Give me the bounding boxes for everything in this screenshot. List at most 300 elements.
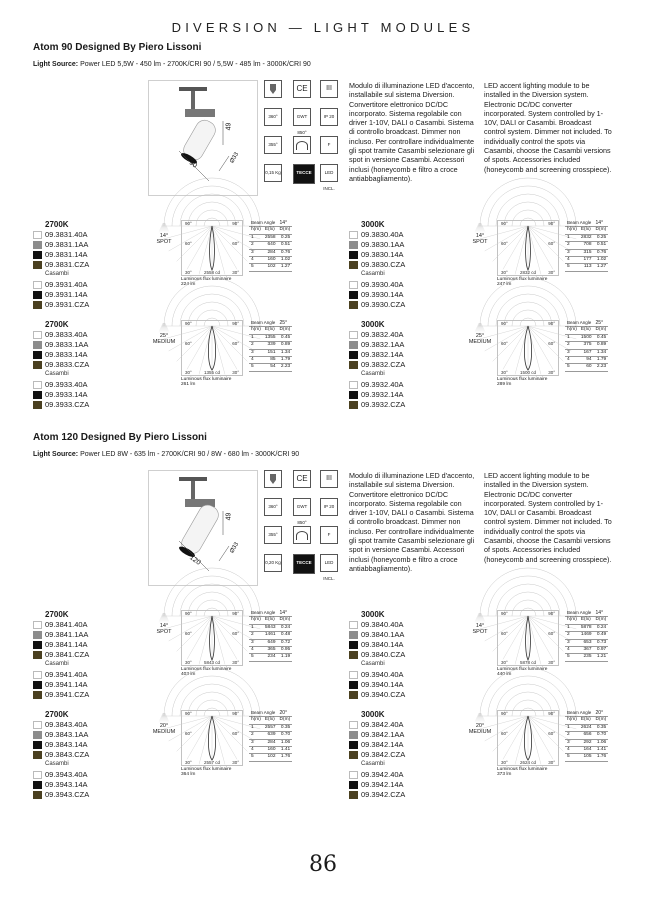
dim-c: Ø33 xyxy=(229,151,241,165)
angle-label: 60° xyxy=(548,631,555,637)
color-temperature: 2700K xyxy=(45,320,69,329)
polar-spoke xyxy=(528,616,553,659)
angle-label: 90° xyxy=(548,711,555,716)
table-cell: 5 xyxy=(565,264,579,271)
finish-swatch xyxy=(33,391,42,399)
table-cell: 1.76 xyxy=(278,754,293,761)
table-row xyxy=(565,264,608,271)
table-header-row xyxy=(249,220,292,227)
table-row xyxy=(565,654,608,661)
table-cell: 339 xyxy=(263,342,278,349)
angle-label: 60° xyxy=(185,341,192,347)
table-cell: 3 xyxy=(249,249,263,256)
table-cell: 5 xyxy=(565,654,579,661)
luminous-flux-label: Luminous flux luminaire xyxy=(497,667,548,672)
casambi-label: Casambi xyxy=(45,661,69,667)
table-cell: 1 xyxy=(565,234,579,241)
product-code: 09.3833.1AA xyxy=(45,339,89,349)
table-header-row xyxy=(565,610,608,617)
table-cell: 708 xyxy=(579,242,594,249)
polar-spoke xyxy=(212,716,247,751)
finish-swatch xyxy=(349,741,358,749)
product-group xyxy=(33,220,303,315)
casambi-code: 09.3940.14A xyxy=(361,679,404,689)
finish-swatch xyxy=(33,331,42,339)
table-row xyxy=(249,349,292,356)
beam-angle-value: 20° xyxy=(278,710,293,717)
photometric-table xyxy=(565,710,608,762)
casambi-code: 09.3941.CZA xyxy=(45,689,90,699)
unit-label: E(lx) xyxy=(579,617,594,624)
casambi-code: 09.3930.14A xyxy=(361,289,404,299)
candela-value: 1500 cd xyxy=(519,370,537,375)
finish-swatch xyxy=(33,621,42,629)
beam-angle-value: 25° xyxy=(594,320,609,327)
table-cell: 4 xyxy=(565,647,579,654)
casambi-code: 09.3933.CZA xyxy=(45,399,90,409)
beam-angle-value: 14° xyxy=(278,610,293,617)
finish-swatch xyxy=(349,791,358,799)
casambi-code: 09.3940.40A xyxy=(361,670,404,679)
color-temperature: 3000K xyxy=(361,320,385,329)
table-cell: 105 xyxy=(579,754,594,761)
finish-swatch xyxy=(349,331,358,339)
luminous-flux-value: 289 lm xyxy=(497,382,512,387)
angle-label: 60° xyxy=(548,731,555,737)
finish-swatch xyxy=(349,631,358,639)
product-code: 09.3841.1AA xyxy=(45,629,89,639)
polar-spoke xyxy=(503,616,528,659)
photometric-table xyxy=(249,610,292,662)
finish-swatch xyxy=(33,721,42,729)
polar-spoke xyxy=(187,226,212,269)
product-code: 09.3842.40A xyxy=(361,720,404,729)
table-cell: 2 xyxy=(565,632,579,639)
unit-label: D(m) xyxy=(595,327,607,333)
luminous-flux-label: Luminous flux luminaire xyxy=(181,667,232,672)
polar-spoke xyxy=(199,226,212,274)
polar-spoke xyxy=(528,226,553,269)
downlight-icon xyxy=(264,80,282,98)
light-source-label: Light Source: xyxy=(33,61,79,68)
product-group xyxy=(33,710,303,805)
table-row xyxy=(249,242,292,249)
polar-spoke xyxy=(528,326,563,361)
table-units-row xyxy=(249,227,292,234)
finish-swatch xyxy=(33,731,42,739)
description-it: Modulo di illuminazione LED d'accento, installabile sul sistema Diversion. Convertitore elettronico DC/DC incorporato. Sistema regolabile con driver 1-10V, DALI o Casambi. Sistema di controllo broadcast. Dimmer non incluso. Per controllare individualmente gli spot tramite Casambi selezionare gli spot in versione Casambi. Accessori inclusi (honeycomb e filtro a croce antiabbagliamento). xyxy=(349,81,475,183)
table-cell: 0.89 xyxy=(594,342,609,349)
color-temperature: 2700K xyxy=(45,610,69,619)
angle-label: 60° xyxy=(501,631,508,637)
table-header-row xyxy=(565,320,608,327)
table-cell: 5 xyxy=(249,264,263,271)
polar-spoke xyxy=(528,716,563,751)
polar-diagram xyxy=(497,610,559,666)
ip-icon: IP 20 xyxy=(320,108,338,126)
table-row xyxy=(249,724,292,731)
luminous-flux-value: 224 lm xyxy=(181,282,196,287)
finish-swatch xyxy=(33,681,42,689)
color-temperature: 3000K xyxy=(361,610,385,619)
finish-swatch xyxy=(349,231,358,239)
table-row xyxy=(249,249,292,256)
luminous-flux-value: 247 lm xyxy=(497,282,512,287)
beam-angle-label: Beam Angle xyxy=(565,220,594,227)
unit-label: h(m) xyxy=(251,327,261,333)
angle-label: 90° xyxy=(232,321,239,326)
ce-icon: CE xyxy=(293,80,311,98)
polar-spoke xyxy=(515,226,528,274)
finish-swatch xyxy=(349,281,358,289)
table-row xyxy=(565,234,608,241)
beam-icon xyxy=(151,713,177,735)
angle-label: 90° xyxy=(548,611,555,616)
unit-label: E(lx) xyxy=(263,227,278,234)
table-row xyxy=(565,747,608,754)
beam-name: MEDIUM xyxy=(152,729,176,735)
table-cell: 3 xyxy=(249,349,263,356)
table-units-row xyxy=(249,717,292,724)
light-source-text: Power LED 5,5W - 450 lm - 2700K/CRI 90 / 5,5W - 485 lm - 3000K/CRI 90 xyxy=(80,61,311,68)
table-cell: 1469 xyxy=(580,632,592,638)
ce-icon: CE xyxy=(293,470,311,488)
finish-swatch xyxy=(33,251,42,259)
table-cell: 0.72 xyxy=(278,639,293,646)
angle-label: 60° xyxy=(185,731,192,737)
f-icon: F xyxy=(320,526,338,544)
class-iii-icon: III xyxy=(320,80,338,98)
polar-ring xyxy=(504,202,552,226)
table-row xyxy=(565,357,608,364)
table-cell: 0.25 xyxy=(278,234,293,241)
table-cell: 85 xyxy=(263,357,278,364)
table-cell: 167 xyxy=(579,349,594,356)
spot-body xyxy=(177,502,222,560)
table-row xyxy=(249,357,292,364)
table-cell: 1.27 xyxy=(278,264,293,271)
table-cell: 113 xyxy=(579,264,594,271)
finish-swatch xyxy=(349,291,358,299)
product-code: 09.3842.14A xyxy=(361,739,404,749)
finish-swatch xyxy=(349,401,358,409)
table-cell: 1.19 xyxy=(278,654,293,661)
table-cell: 0.89 xyxy=(278,342,293,349)
table-cell: 1.02 xyxy=(594,257,609,264)
product-code: 09.3831.1AA xyxy=(45,239,89,249)
table-cell: 0.25 xyxy=(594,234,609,241)
product-group xyxy=(349,710,619,805)
angle-label: 60° xyxy=(185,241,192,247)
table-cell: 1.02 xyxy=(278,257,293,264)
beam-degree: 14° xyxy=(475,233,485,239)
finish-swatch xyxy=(33,651,42,659)
polar-spoke xyxy=(212,226,247,261)
angle-label: 90° xyxy=(185,221,192,226)
product-code: 09.3840.CZA xyxy=(361,649,406,659)
table-cell: 0.35 xyxy=(278,724,293,731)
beam-angle-label: Beam Angle xyxy=(565,320,594,327)
luminous-flux-label: Luminous flux luminaire xyxy=(181,767,232,772)
product-code: 09.3830.CZA xyxy=(361,259,406,269)
casambi-label: Casambi xyxy=(45,371,69,377)
product-code: 09.3831.40A xyxy=(45,230,88,239)
luminous-flux-value: 364 lm xyxy=(181,772,196,777)
table-cell: 0.70 xyxy=(594,732,609,739)
dim-b: 90 xyxy=(187,159,199,170)
beam-icon xyxy=(467,223,493,245)
table-cell: 160 xyxy=(263,747,278,754)
finish-swatch xyxy=(349,251,358,259)
product-code: 09.3831.CZA xyxy=(45,259,90,269)
table-cell: 235 xyxy=(579,654,594,661)
finish-swatch xyxy=(349,751,358,759)
table-cell: 1.34 xyxy=(594,349,609,356)
beam-angle-value: 14° xyxy=(594,220,609,227)
casambi-code: 09.3932.40A xyxy=(361,380,404,389)
section-title: Atom 120 Designed By Piero Lissoni xyxy=(33,432,207,443)
casambi-code: 09.3943.40A xyxy=(45,770,88,779)
table-cell: 0.49 xyxy=(594,632,609,639)
table-cell: 5878 xyxy=(580,624,592,630)
beam-angle-label: Beam Angle xyxy=(565,710,594,717)
table-cell: 1.34 xyxy=(278,349,293,356)
casambi-code: 09.3931.40A xyxy=(45,280,88,289)
product-group xyxy=(349,610,619,705)
beam-angle-value: 25° xyxy=(278,320,293,327)
light-source-label: Light Source: xyxy=(33,451,79,458)
table-row xyxy=(565,624,608,631)
table-row xyxy=(249,257,292,264)
polar-diagram xyxy=(181,610,243,666)
beam-icon xyxy=(151,613,177,635)
casambi-code: 09.3943.14A xyxy=(45,779,88,789)
polar-ring xyxy=(520,708,536,716)
candela-value: 5843 cd xyxy=(203,660,221,665)
unit-label: h(m) xyxy=(251,717,261,723)
beam-angle-label: Beam Angle xyxy=(249,220,278,227)
beam-angle-label: Beam Angle xyxy=(249,320,278,327)
unit-label: E(lx) xyxy=(579,717,594,724)
angle-label: 30° xyxy=(232,370,239,375)
table-cell: 1.21 xyxy=(594,654,609,661)
polar-spoke xyxy=(528,616,563,651)
table-cell: 177 xyxy=(579,257,594,264)
angle-label: 90° xyxy=(185,711,192,716)
page-header: DIVERSION — LIGHT MODULES xyxy=(171,20,475,35)
table-cell: 284 xyxy=(263,249,278,256)
table-cell: 5 xyxy=(565,754,579,761)
angle-label: 60° xyxy=(501,341,508,347)
polar-spoke xyxy=(199,616,212,664)
table-cell: 0.35 xyxy=(594,724,609,731)
table-cell: 2 xyxy=(249,632,263,639)
luminous-flux-label: Luminous flux luminaire xyxy=(181,377,232,382)
section-title: Atom 90 Designed By Piero Lissoni xyxy=(33,42,202,53)
table-row xyxy=(565,342,608,349)
unit-label: D(m) xyxy=(595,717,607,723)
angle-label: 30° xyxy=(501,660,508,665)
led-included-icon: LED INCL. xyxy=(320,164,338,182)
product-code: 09.3841.40A xyxy=(45,620,88,629)
table-row xyxy=(249,624,292,631)
table-row xyxy=(565,249,608,256)
beam-name: SPOT xyxy=(156,239,172,245)
table-cell: 1 xyxy=(249,624,263,631)
beam-angle-label: Beam Angle xyxy=(565,610,594,617)
finish-swatch xyxy=(33,641,42,649)
table-cell: 0.45 xyxy=(594,334,609,341)
product-group xyxy=(349,320,619,415)
finish-swatch xyxy=(33,631,42,639)
table-units-row xyxy=(565,717,608,724)
table-row xyxy=(249,632,292,639)
unit-label: E(lx) xyxy=(263,617,278,624)
tilt-icon: 355° xyxy=(264,136,282,154)
table-cell: 2558 xyxy=(264,234,276,240)
polar-ring xyxy=(520,608,536,616)
table-cell: 3 xyxy=(249,639,263,646)
polar-spoke xyxy=(503,226,528,269)
candela-value: 2624 cd xyxy=(519,760,537,765)
table-cell: 3 xyxy=(249,739,263,746)
unit-label: h(m) xyxy=(567,327,577,333)
photometric-table xyxy=(249,220,292,272)
table-cell: 1.79 xyxy=(594,357,609,364)
table-cell: 649 xyxy=(263,639,278,646)
angle-label: 60° xyxy=(185,631,192,637)
polar-ring xyxy=(488,576,568,616)
f-icon: F xyxy=(320,136,338,154)
led-included-icon: LED INCL. xyxy=(320,554,338,572)
beam-icon xyxy=(151,323,177,345)
table-cell: 2832 xyxy=(580,234,592,240)
arm xyxy=(185,109,215,117)
product-code: 09.3843.14A xyxy=(45,739,88,749)
product-code: 09.3840.14A xyxy=(361,639,404,649)
product-code: 09.3830.1AA xyxy=(361,239,405,249)
polar-ring xyxy=(204,708,220,716)
table-cell: 2 xyxy=(249,242,263,249)
beam-icon xyxy=(467,323,493,345)
dim-line xyxy=(219,546,229,561)
angle-label: 60° xyxy=(232,631,239,637)
table-cell: 1.41 xyxy=(594,747,609,754)
table-cell: 1 xyxy=(249,234,263,241)
beam-degree: 14° xyxy=(159,233,169,239)
angle-label: 90° xyxy=(232,611,239,616)
polar-spoke xyxy=(493,716,528,751)
angle-label: 60° xyxy=(548,341,555,347)
color-temperature: 2700K xyxy=(45,220,69,229)
table-cell: 1 xyxy=(565,624,579,631)
table-row xyxy=(249,234,292,241)
beam-degree: 20° xyxy=(159,723,169,729)
finish-swatch xyxy=(33,281,42,289)
polar-ring xyxy=(520,218,536,226)
finish-swatch xyxy=(349,781,358,789)
finish-swatch xyxy=(349,691,358,699)
luminous-flux-label: Luminous flux luminaire xyxy=(497,767,548,772)
table-cell: 2.23 xyxy=(594,364,609,371)
luminous-flux-label: Luminous flux luminaire xyxy=(181,277,232,282)
table-row xyxy=(249,639,292,646)
angle-label: 60° xyxy=(232,241,239,247)
candela-value: 1355 cd xyxy=(203,370,221,375)
table-row xyxy=(565,242,608,249)
polar-diagram xyxy=(181,710,243,766)
spot-body xyxy=(179,117,219,166)
luminous-flux-label: Luminous flux luminaire xyxy=(497,277,548,282)
product-code: 09.3830.40A xyxy=(361,230,404,239)
description-en: LED accent lighting module to be installed in the Diversion system. Electronic DC/DC converter incorporated. System controlled by 1-10V, DALI or Casambi. Broadcast control system. Dimmer not included. To individually control the spots via Casambi, choose the Casambi versions of spots. Accessories included (honeycomb and screening crosspiece). xyxy=(484,471,612,564)
table-header-row xyxy=(249,610,292,617)
table-row xyxy=(565,257,608,264)
description-en: LED accent lighting module to be installed in the Diversion system. Electronic DC/DC converter incorporated. System controlled by 1-10V, DALI or Casambi. Broadcast control system. Dimmer not included. To individually control the spots via Casambi, choose the Casambi versions of spots. Accessories included (honeycomb and screening crosspiece). xyxy=(484,81,612,174)
product-group xyxy=(33,610,303,705)
finish-swatch xyxy=(349,731,358,739)
beam-name: SPOT xyxy=(472,629,488,635)
product-code: 09.3833.CZA xyxy=(45,359,90,369)
angle-label: 30° xyxy=(548,760,555,765)
luminous-flux-value: 403 lm xyxy=(181,672,196,677)
table-cell: 94 xyxy=(579,357,594,364)
product-code: 09.3842.1AA xyxy=(361,729,405,739)
angle-label: 90° xyxy=(501,321,508,326)
stem xyxy=(191,481,195,501)
angle-label: 30° xyxy=(185,760,192,765)
color-temperature: 3000K xyxy=(361,710,385,719)
finish-swatch xyxy=(33,341,42,349)
finish-swatch xyxy=(33,231,42,239)
angle-label: 90° xyxy=(548,221,555,226)
table-cell: 1 xyxy=(249,334,263,341)
polar-spoke xyxy=(493,226,528,261)
angle-label: 30° xyxy=(185,370,192,375)
gwt-icon: GWT 850° xyxy=(293,108,311,126)
casambi-label: Casambi xyxy=(45,271,69,277)
unit-label: D(m) xyxy=(595,617,607,623)
candela-value: 2557 cd xyxy=(203,760,221,765)
finish-swatch xyxy=(349,261,358,269)
table-row xyxy=(249,647,292,654)
table-header-row xyxy=(249,710,292,717)
casambi-code: 09.3931.CZA xyxy=(45,299,90,309)
polar-diagram xyxy=(497,320,559,376)
table-cell: 0.97 xyxy=(594,647,609,654)
casambi-code: 09.3942.14A xyxy=(361,779,404,789)
product-code: 09.3832.14A xyxy=(361,349,404,359)
unit-label: E(lx) xyxy=(263,327,278,334)
polar-spoke xyxy=(212,616,225,664)
ip-icon: IP 20 xyxy=(320,498,338,516)
polar-ring xyxy=(504,592,552,616)
product-code: 09.3841.CZA xyxy=(45,649,90,659)
finish-swatch xyxy=(33,301,42,309)
beam-name: MEDIUM xyxy=(468,339,492,345)
lamp-shape xyxy=(270,474,276,484)
product-code: 09.3832.40A xyxy=(361,330,404,339)
beam-icon xyxy=(467,613,493,635)
table-units-row xyxy=(565,227,608,234)
table-cell: 0.45 xyxy=(278,334,293,341)
finish-swatch xyxy=(33,381,42,389)
table-units-row xyxy=(249,327,292,334)
angle-label: 60° xyxy=(548,241,555,247)
product-code: 09.3843.40A xyxy=(45,720,88,729)
angle-label: 90° xyxy=(185,611,192,616)
polar-spoke xyxy=(212,616,247,651)
